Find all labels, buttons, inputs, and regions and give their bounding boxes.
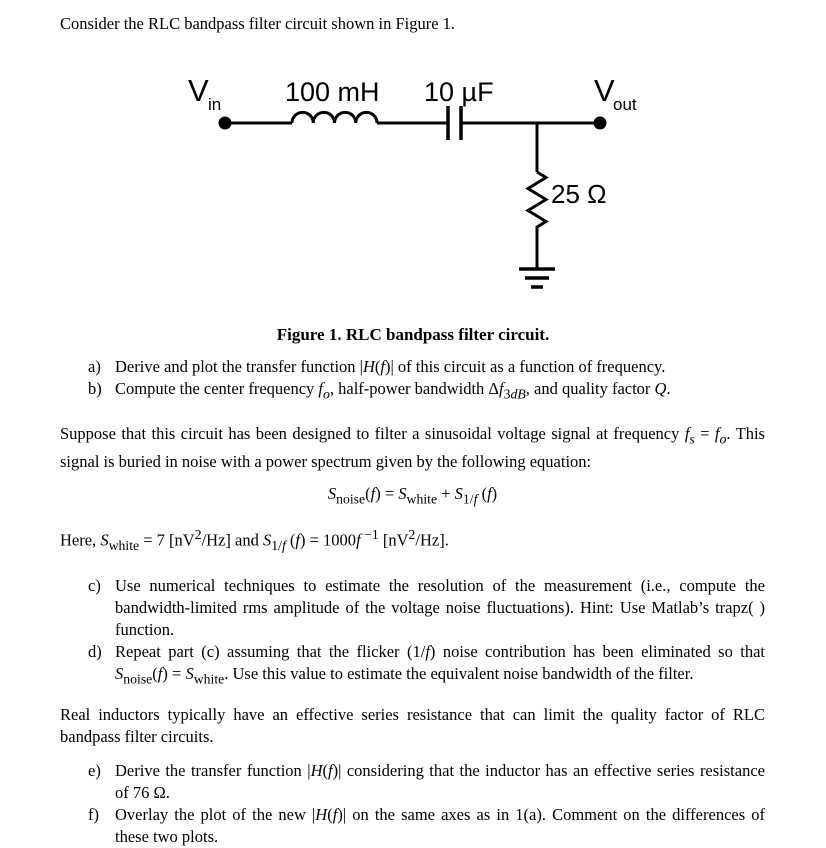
vin-subscript: in (208, 95, 222, 114)
intro-paragraph: Consider the RLC bandpass filter circuit shown in Figure 1. (60, 14, 456, 33)
circuit-figure (0, 65, 826, 346)
real-inductors-paragraph: Real inductors typically have an effective series resistance that can limit the quality factor of RLC bandpass filter circuits. (60, 704, 765, 746)
item-text: Compute the center frequency $f_o$, half-power bandwidth $\Delta f_{3dB}$, and quality factor Q. (115, 379, 671, 402)
vout-subscript: out (613, 95, 637, 114)
parts-list-ef (60, 760, 765, 848)
item-letter: a) (88, 357, 101, 376)
list-item-a (60, 356, 765, 378)
list-item-d (60, 641, 765, 690)
figure-caption: Figure 1. RLC bandpass filter circuit. (276, 325, 550, 344)
item-text: Repeat part (c) assuming that the flicker (1/f) noise contribution has been eliminated so that $S_{noise}(f) = S_{white}$. Use this value to estimate the equivalent noise bandwidth of the filter. (115, 641, 765, 686)
capacitor-label: 10 µF (424, 77, 494, 107)
item-letter: f) (88, 804, 99, 824)
item-letter: d) (88, 641, 102, 661)
vin-label: V (188, 73, 209, 108)
list-item-c (60, 575, 765, 641)
resistor-label: 25 Ω (551, 179, 607, 209)
item-text: Use numerical techniques to estimate the resolution of the measurement (i.e., compute the bandwidth-limited rms amplitude of the voltage noise fluctuations). Hint: Use Matlab’s trapz( ) function. (115, 575, 765, 639)
item-text: Overlay the plot of the new |H(f)| on the same axes as in 1(a). Comment on the differences of these two plots. (115, 804, 765, 846)
noise-intro-paragraph: Suppose that this circuit has been designed to filter a sinusoidal voltage signal at frequency $f_s = f_o$. This signal is buried in noise with a power spectrum given by the following equation: (60, 424, 765, 471)
circuit-diagram (0, 65, 826, 310)
output-node-dot (594, 117, 607, 130)
item-text: Derive the transfer function |H(f)| considering that the inductor has an effective series resistance of 76 Ω. (115, 760, 765, 802)
item-text: Derive and plot the transfer function |H(f)| of this circuit as a function of frequency. (115, 357, 666, 376)
list-item-b (60, 378, 765, 405)
vout-label: V (594, 73, 615, 108)
noise-equation: $S_{noise}(f) = S_{white} + S_{1/f}$ (f) (327, 483, 498, 506)
parts-list-cd (60, 575, 765, 690)
list-item-e (60, 760, 765, 804)
parts-list-ab (60, 356, 765, 405)
item-letter: e) (88, 760, 101, 780)
inductor-label: 100 mH (285, 77, 380, 107)
inductor-symbol (292, 112, 377, 123)
item-letter: c) (88, 575, 101, 595)
list-item-f (60, 804, 765, 848)
input-node-dot (219, 117, 232, 130)
resistor-symbol (528, 172, 546, 227)
noise-values-paragraph: Here, $S_{white} = 7$ $[nV^2/Hz]$ and $S_{1/f}$ (f) = 1000f $^{-1}$ $[nV^2/Hz]$. (60, 526, 449, 553)
item-letter: b) (88, 379, 102, 398)
